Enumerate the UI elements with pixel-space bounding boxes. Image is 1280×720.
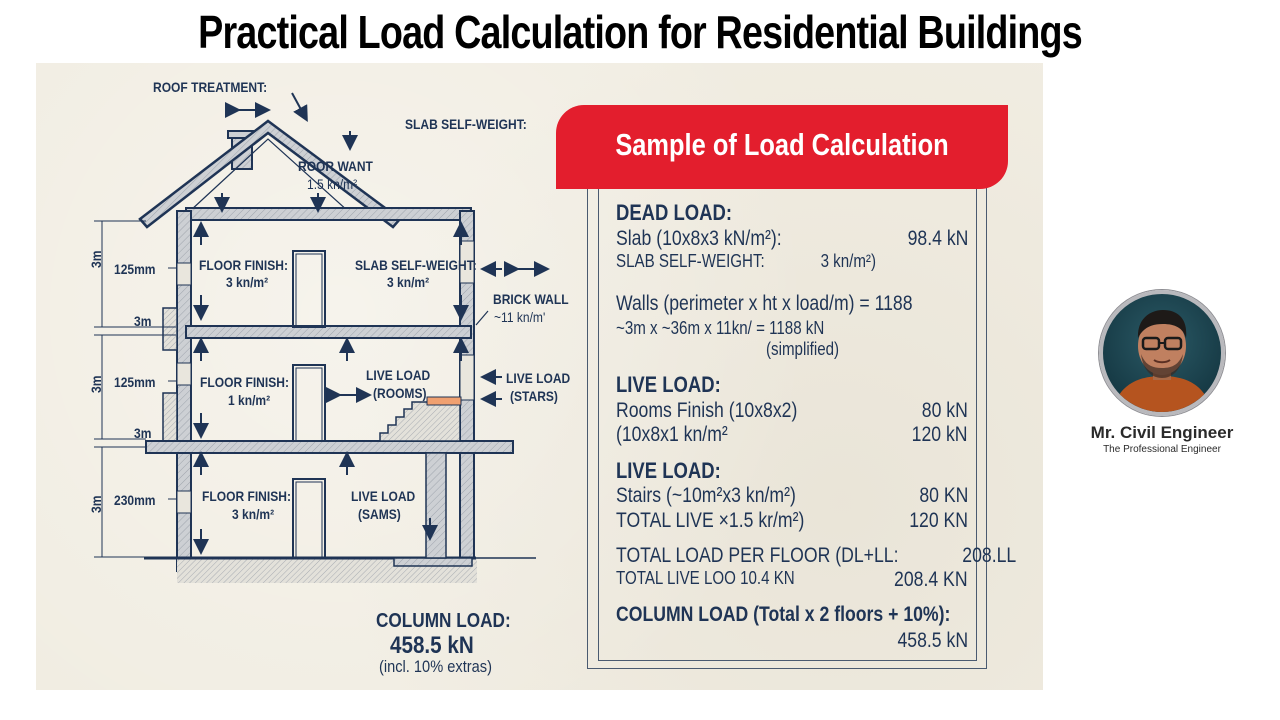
calc-banner-title: Sample of Load Calculation — [615, 127, 949, 162]
house-section-diagram — [36, 63, 596, 690]
live-load-rooms-heading: LIVE LOAD: — [616, 372, 721, 397]
column-load-label: COLUMN LOAD: — [376, 610, 511, 632]
column-load-note: (incl. 10% extras) — [379, 657, 492, 676]
wall-thickness-label: 125mm — [114, 374, 156, 390]
live-load-rooms-value: (ROOMS) — [373, 385, 427, 401]
page-title: Practical Load Calculation for Residential Buildings — [198, 6, 1082, 58]
wall-thickness-label: 230mm — [114, 492, 156, 508]
floor-finish-value: 3 kn/m² — [226, 274, 269, 290]
calc-row-total-per-floor: TOTAL LOAD PER FLOOR (DL+LL: 208.LL — [616, 544, 1017, 567]
floor-finish-label: FLOOR FINISH: — [200, 374, 289, 390]
profile-name: Mr. Civil Engineer — [1090, 423, 1234, 442]
slab-level-label: 3m — [134, 313, 152, 329]
floor-finish-value: 1 kn/m² — [228, 392, 271, 408]
slab-self-weight-top-label: SLAB SELF-WEIGHT: — [405, 116, 527, 132]
live-load-value: (SAMS) — [358, 506, 401, 522]
floor-finish-label: FLOOR FINISH: — [202, 488, 291, 504]
calc-row-slab: Slab (10x8x3 kN/m²): 98.4 kN — [616, 227, 968, 250]
live-load-label: LIVE LOAD — [351, 488, 416, 504]
calc-row-total-live: TOTAL LIVE ×1.5 kr/m²) 120 KN — [616, 509, 968, 532]
wall-thickness-label: 125mm — [114, 261, 156, 277]
slab-self-weight-value: 3 kn/m² — [387, 274, 430, 290]
roof-load-label: ROOR WANT — [298, 158, 373, 174]
calc-row-stairs: Stairs (~10m²x3 kn/m²) 80 KN — [616, 484, 968, 507]
floor-finish-value: 3 kn/m² — [232, 506, 275, 522]
profile-tagline: The Professional Engineer — [1103, 444, 1221, 455]
person-portrait-icon — [1103, 294, 1221, 412]
slab-level-label: 3m — [134, 425, 152, 441]
calc-row-rooms-finish: Rooms Finish (10x8x2) 80 kN — [616, 399, 968, 422]
live-load-rooms-label: LIVE LOAD — [366, 367, 431, 383]
calc-row-column-value: 458.5 kN — [897, 629, 968, 652]
floor-height-label: 3m — [88, 375, 104, 393]
roof-load-value: 1.5 kn/m² — [307, 176, 358, 192]
calc-row-walls-note: (simplified) — [766, 339, 840, 359]
brick-wall-value: ~11 kn/m' — [494, 309, 546, 325]
infographic-poster — [36, 63, 1043, 690]
column-load-value: 458.5 kN — [390, 632, 474, 659]
floor-height-label: 3m — [88, 250, 104, 268]
dead-load-heading: DEAD LOAD: — [616, 200, 733, 225]
calc-row-walls-detail: ~3m x ~36m x 11kn/ = 1188 kN — [616, 318, 825, 338]
floor-finish-label: FLOOR FINISH: — [199, 257, 288, 273]
calc-banner — [556, 105, 1008, 189]
calc-row-total-live-load: TOTAL LIVE LOO 10.4 KN 208.4 KN — [616, 568, 968, 591]
live-load-stairs-heading: LIVE LOAD: — [616, 458, 721, 483]
calc-row-rooms-area: (10x8x1 kn/m² 120 kN — [616, 423, 968, 446]
slab-self-weight-label: SLAB SELF-WEIGHT: — [355, 257, 477, 273]
avatar — [1099, 290, 1225, 416]
live-load-stairs-label: LIVE LOAD — [506, 370, 571, 386]
floor-height-label: 3m — [88, 495, 104, 513]
brick-wall-label: BRICK WALL — [493, 291, 569, 307]
calc-row-slab-self-weight: SLAB SELF-WEIGHT: 3 kn/m²) — [616, 251, 876, 271]
live-load-stairs-value: (STARS) — [510, 388, 558, 404]
roof-treatment-label: ROOF TREATMENT: — [153, 79, 268, 95]
calc-row-walls: Walls (perimeter x ht x load/m) = 1188 — [616, 292, 913, 315]
calc-row-column-load: COLUMN LOAD (Total x 2 floors + 10%): — [616, 603, 951, 626]
